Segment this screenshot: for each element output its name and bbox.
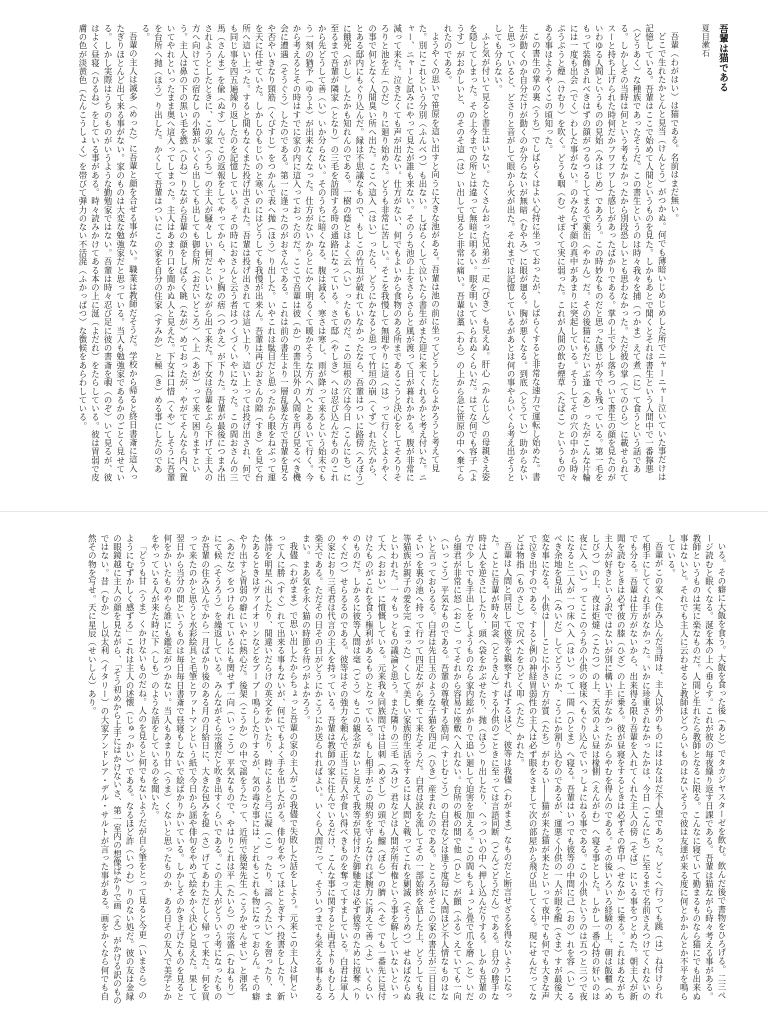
paragraph: 吾輩がこの家へ住み込んだ当時は、主人以外のものにははなはだ不人望であった。どこへ行っても跳（は）ね付けられて相手にしてくれ手がなかった。いかに珍重されなかったかは、今日（こんにち）に至るまで名前さえつけてくれないのでも分る。吾輩は仕方がないから、出来得る限り吾輩を入れてくれた主人の傍（そば）にいる事をつとめた。朝主人が新聞を読むときは必ず彼の膝（ひざ）の上に乗る。彼が昼寝をするときは必ずその背中（せなか）に乗る。これはあながち主人が好きという訳ではないが別に構い手がなかったからやむを得んのである。その後いろいろ経験の上、朝は飯櫃（めしびつ）の上、夜は炬燵（こたつ）の上、天気のよい昼は椽側（えんがわ）へ寝る事とした。しかし一番心持の好いのは夜に入（い）ってここのうちの小供の寝床へもぐり込んでいっしょにねる事である。この小供というのは五つと三つで夜になると二人が一つ床へ入（はい）って一間（ひとま）へ寝る。吾輩はいつでも彼等の中間に己（おの）れを容（い）るべき余地を見出（みいだ）してどうにか、こうにか割り込むのであるが、運悪く小供の一人が眼を醒（さま）すが最後大変な事になる。小供は――ことに小さい方が質（たち）がわるい――猫が来た猫が来たといって夜中でも何でも大きな声で泣き出すのである。すると例の神経胃弱性の主人は必ず眼をさまして次の部屋から飛び出してくる。現にせんだってなどは物指（ものさし）で尻ぺたをひどく叩（たた）かれた。 — [515, 534, 665, 1001]
paragraph: 吾輩の主人は滅多（めった）に吾輩と顔を合せる事がない。職業は教師だそうだ。学校から帰ると終日書斎に這入ったぎりほとんど出て来る事がない。家のものは大変な勉強家だと思っている。当人も勉強家であるかのごとく見せている。しかし実際はうちのものがいうような勤勉家ではない。吾輩は時々忍び足に彼の書斎を覗（のぞ）いて見るが、彼はよく昼寝（ひるね）をしている事がある。時々読みかけてある本の上に涎（よだれ）をたらしている。彼は胃弱で皮膚の色が淡黄色（たんこうしょく）を帯びて弾力のない不活溌（ふかっぱつ）な徴候をあらわしている。 — [77, 24, 139, 482]
paragraph: 吾輩は人間と同居して彼等を観察すればするほど、彼等は我儘（わがまま）なものだと断言せざるを得ないようになった。ことに吾輩が時々同衾（どうきん）する小供のごときに至っては言語同断（ごんごどうだん）である。自分の勝手な時は人を逆さにしたり、頭へ袋をかぶせたり、抛（ほう）り出したり、へっついの中へ押し込んだりする。しかも吾輩の方で少しでも手出しをしようものなら家内総がかりで追い廻して迫害を加える。この間もちょっと畳で爪を磨（と）いだら細君が非常に怒（おこ）ってそれから容易に座敷へ入れない。台所の板の間で他（ひと）が顫（ふる）えていても一向（いっこう）平気なものである。吾輩の尊敬する筋向（すじむこう）の白君などは逢う度毎に人間ほど不人情なものはないと言っておらるる。白君は先日玉のような子猫を四疋（ひき）産まれたのである。ところがそこの家の書生が三日目にそいつを裏の池へ持って行って四疋ながら棄てて来たそうだ。白君は涙を流してその一部始終を話した上、どうしても我等猫族が親子の愛を完（まった）くして美しい家族的生活をするには人間と戦ってこれを剿滅（そうめつ）せねばならぬといわれた。一々もっともの議論と思う。また隣りの三毛（みけ）君などは人間が所有権という事を解していないといって大（おおい）に憤慨している。元来我々同族間では目刺（めざし）の頭でも鰡（ぼら）の臍（へそ）でも一番先に見付けたものがこれを食う権利があるものとなっている。もし相手がこの規約を守らなければ腕力に訴えて善（よ）いくらいのものだ。しかるに彼等人間は毫（ごう）もこの観念がないと見えて我等が見付けた御馳走は必ず彼等のために掠奪（りゃくだつ）せらるるのである。彼等はその強力を頼んで正当に吾人が食い得べきものを奪ってすましている。白君は軍人の家におり三毛君は代言の主人を持っている。吾輩は教師の家に住んでいるだけ、こんな事に関すると両君よりもむしろ楽天である。ただその日その日がどうにかこうにか送られればよい。いくら人間だって、そういつまでも栄える事もあるまい。まあ気を永く猫の時節を待つがよかろう。 — [301, 534, 513, 1001]
paragraph: 吾輩（わがはい）は猫である。名前はまだ無い。 — [669, 32, 680, 223]
lower-page-text — [40, 534, 728, 1008]
paragraph: いる。その癖に大飯を食う。大飯を食った後（あと）でタカジヤスターゼを飲む。飲んだ後で書物をひろげる。二三ページ読むと眠くなる。涎を本の上へ垂らす。これが彼の毎夜繰り返す日課である。吾輩は猫ながら時々考える事がある。教師というものは実に楽なものだ。人間と生れたら教師となるに限る。こんなに寝ていて勤まるものなら猫にでも出来ぬ事はないと。それでも主人に云わせると教師ほどつらいものはないそうで彼は友達が来る度に何とかかんとか不平を鳴らしている。 — [666, 534, 727, 1001]
paragraph: ようやくの思いで笹原を這い出すと向うに大きな池がある。吾輩は池の前に坐ってどうしたらよかろうと考えて見た。別にこれという分別（ふんべつ）も出ない。しばらくして泣いたら書生がまた迎に来てくれるかと考え付いた。ニャー、ニャーと試みにやって見たが誰も来ない。そのうち池の上をさらさらと風が渡って日が暮れかかる。腹が非常に減って来た。泣きたくても声が出ない。仕方がない、何でもよいから食物のある所まであるこうと決心をしてそろりそろりと池を左（ひだ）りに廻り始めた。どうも非常に苦しい。そこを我慢して無理やりに這（は）って行くとようやくの事で何となく人間臭い所へ出た。ここへ這入（はい）ったら、どうにかなると思って竹垣の崩（くず）れた穴から、とある邸内にもぐり込んだ。縁は不思議なもので、もしこの竹垣が破れていなかったなら、吾輩はついに路傍（ろぼう）に餓死（がし）したかも知れんのである。一樹の蔭とはよく云（い）ったものだ。この垣根の穴は今日（こんにち）に至るまで吾輩が隣家（となり）の三毛を訪問する時の通路になっている。さて邸（やしき）へは忍び込んだもののこれから先どうして善（い）いか分らない。そのうちに暗くなる、腹は減る、寒さは寒し、雨が降って来るという始末でもう一刻の猶予（ゆうよ）が出来なくなった。仕方がないからとにかく明るくて暖かそうな方へ方へとあるいて行く。今から考えるとその時はすでに家の内に這入っておったのだ。ここで吾輩は彼（か）の書生以外の人間を再び見るべき機会に遭遇（そうぐう）したのである。第一に逢ったのがおさんである。これは前の書生より一層乱暴な方で吾輩を見るや否やいきなり頸筋（くびすじ）をつかんで表へ抛（ほう）り出した。いやこれは駄目だと思ったから眼をねぶって運を天に任せていた。しかしひもじいのと寒いのにはどうしても我慢が出来ん。吾輩は再びおさんの隙（すき）を見て台所へ這い上った。すると間もなくまた投げ出された。吾輩は投げ出されては這い上り、這い上っては投げ出され、何でも同じ事を四五遍繰り返したのを記憶している。その時におさんと云う者はつくづくいやになった。この間おさんの三馬（さんま）を偸（ぬす）んでこの返報をしてやってから、やっと胸の痞（つかえ）が下りた。吾輩が最後につまみ出されようとしたときに、この家（うち）の主人が騒々しい何だといいながら出て来た。下女は吾輩をぶら下げて主人の方へ向けてこの宿なしの小猫がいくら出しても出しても御台所（おだいどころ）へ上（あが）って来て困りますという。主人は鼻の下の黒い毛を撚（ひね）りながら吾輩の顔をしばらく眺（なが）めておったが、やがてそんなら内へ置いてやれといったまま奥へ這入ってしまった。主人はあまり口を聞かぬ人と見えた。下女は口惜（くや）しそうに吾輩を台所へ抛（ほう）り出した。かくして吾輩はついにこの家を自分の住家（すみか）と極（き）める事にしたのである。 — [140, 24, 441, 487]
book-title: 吾輩は猫である — [717, 24, 728, 93]
author-name: 夏目漱石 — [701, 24, 711, 57]
lower-page — [0, 512, 768, 1024]
upper-page-text — [40, 24, 728, 488]
paragraph: どこで生れたかとんと見当（けんとう）がつかぬ。何でも薄暗いじめじめした所でニャーニャー泣いていた事だけは記憶している。吾輩はここで始めて人間というものを見た。しかもあとで聞くとそれは書生という人間中で一番獰悪（どうあく）な種族であったそうだ。この書生というのは時々我々を捕（つかま）えて煮（に）て食うという話である。しかしその当時は何という考もなかったから別段恐しいとも思わなかった。ただ彼の掌（てのひら）に載せられてスーと持ち上げられた時何だかフワフワした感じがあったばかりである。掌の上で少し落ちついて書生の顔を見たのがいわゆる人間というものの見始（みはじめ）であろう。この時妙なものだと思った感じが今でも残っている。第一毛をもって装飾されべきはずの顔がつるつるしてまるで薬缶（やかん）だ。その後猫にもだいぶ逢（あ）ったがこんな片輪には一度も出会（でく）わした事がない。のみならず顔の真中があまりに突起している。そうしてその穴の中から時々ぷうぷうと煙（けむり）を吹く。どうも咽（む）せぽくて実に弱った。これが人間の飲む煙草（たばこ）というものである事はようやくこの頃知った。 — [543, 24, 668, 482]
paragraph: この書生の掌の裏（うち）でしばらくはよい心持に坐っておったが、しばらくすると非常な速力で運転し始めた。書生が動くのか自分だけが動くのか分らないが無暗（むやみ）に眼が廻る。胸が悪くなる。到底（とうてい）助からないと思っていると、どさりと音がして眼から火が出た。それまでは記憶しているがあとは何の事やらいくら考え出そうとしても分らない。 — [493, 24, 542, 482]
paragraph: 「どうも甘（うま）くかけないものだね。人のを見ると何でもないようだが自ら筆をとって見ると今更（いまさら）のようにむずかしく感ずる」これは主人の述懐（じゅっかい）である。なるほど詐（いつわ）りのない処だ。彼の友は金縁の眼鏡越に主人の顔を見ながら、「そう初めから上手にはかけないさ、第一室内の想像ばかりで画（え）がかける訳のものではない。昔（むか）し以太利（イタリー）の大家アンドレア・デル・サルトが言った事がある。画をかくなら何でも自然その物を写せ。天に星辰（せいしん）あり。 — [87, 534, 148, 1006]
paragraph: ふと気が付いて見ると書生はいない。たくさんおった兄弟が一疋（ぴき）も見えぬ。肝心（かんじん）の母親さえ姿を隠してしまった。その上今までの所とは違って無暗に明るい。眼を明いていられぬくらいだ。はてな何でも容子（ようす）がおかしいと、のそのそ這（は）い出して見ると非常に痛い。吾輩は藁（わら）の上から急に笹原の中へ棄てられたのである。 — [443, 24, 491, 482]
paragraph: 我儘（わがまま）で思い出したからちょっと吾輩の家の主人がこの我儘で失敗した話をしよう。元来この主人は何といって人に勝（すぐ）れて出来る事もないが、何にでもよく手を出したがる。俳句をやってほととぎすへ投書をしたり、新体詩を明星へ出したり、間違いだらけの英文をかいたり、時によると弓に凝（こ）ったり、謡（うたい）を習ったり、またあるときはヴァイオリンなどをブーブー鳴らしたりするが、気の毒な事には、どれもこれも物になっておらん。その癖やり出すと胃弱の癖にいやに熱心だ。後架（こうか）の中で謡をうたって、近所で後架先生（こうかせんせい）と渾名（あだな）をつけられているにも関せず一向（いっこう）平気なもので、やはりこれは平（たいら）の宗盛（むねもり）にて候（そうろう）を繰返している。みんながそら宗盛だと吹き出すくらいである。この主人がどういう考になったものか吾輩の住み込んでから一月ばかり後のある月の月給日に、大きな包みを提（さ）げてあわただしく帰って来た。何を買って来たのかと思うと水彩絵具と毛筆とワットマンという紙で今日から謡や俳句をやめて絵をかく決心と見えた。果して翌日から当分の間というものは毎日毎日書斎で昼寝もしないで絵ばかりかいている。しかしそのかき上げたものを見ると何をかいたものやら誰にも鑑定がつかない。当人もあまり甘（うま）くないと思ったものか、ある日その友人で美学とかをやっている人が来た時に下（しも）のような話をしているのを聞いた。 — [150, 534, 299, 1001]
